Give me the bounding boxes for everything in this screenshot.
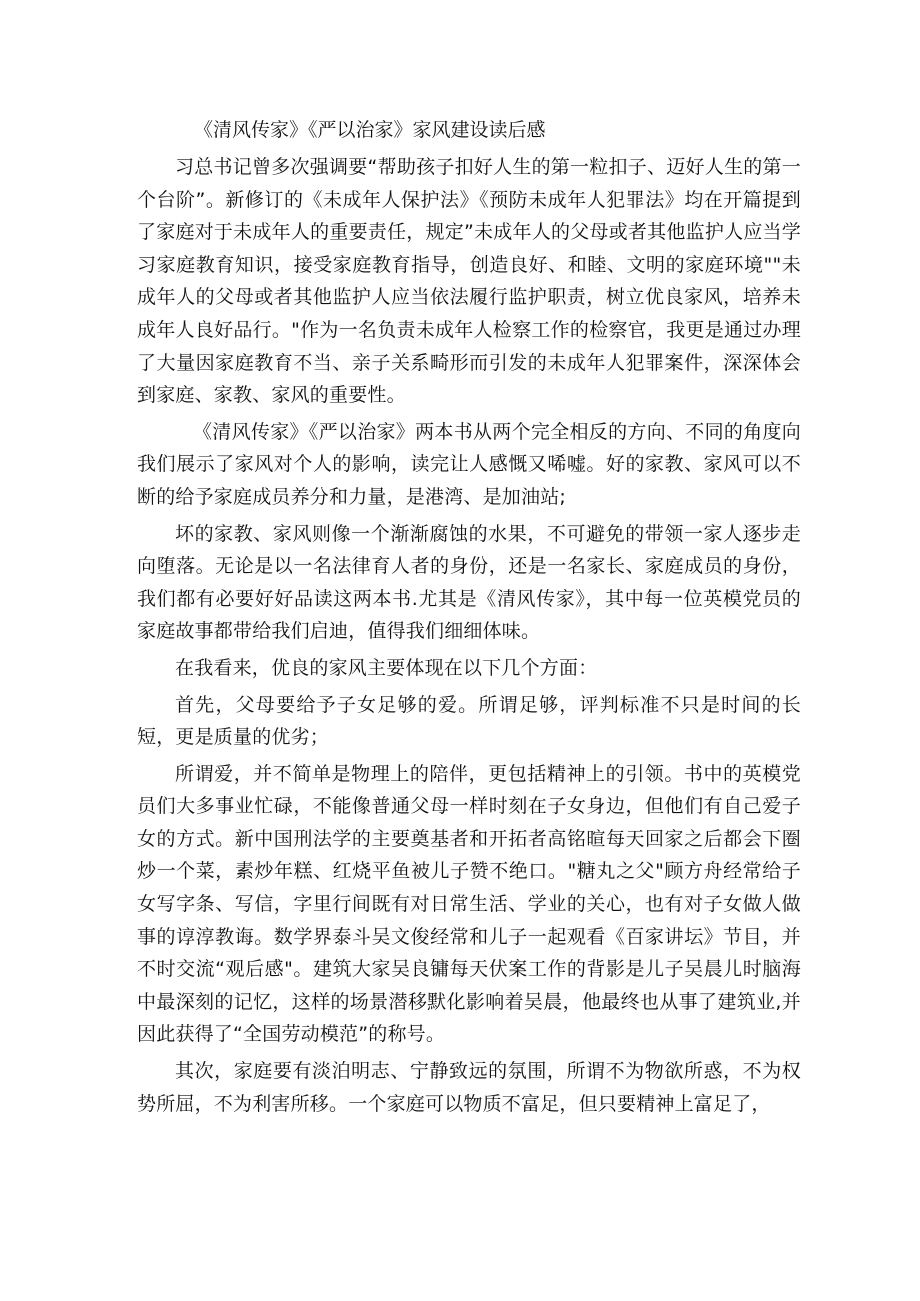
paragraph-first-love: 首先，父母要给予子女足够的爱。所谓足够，评判标准不只是时间的长短，更是质量的优劣； <box>137 693 801 749</box>
paragraph-intro: 习总书记曾多次强调要“帮助孩子扣好人生的第一粒扣子、迈好人生的第一个台阶”。新修订的《未成年人保护法》《预防未成年人犯罪法》均在开篇提到了家庭对于未成年人的重要责任，规定”未成年人的父母或者其他监护人应当学习家庭教育知识，接受家庭教育指导，创造良好、和睦、文明的家庭环境""未成年人的父母或者其他监护人应当依法履行监护职责，树立优良家风，培养未成年人良好品行。"作为一名负责未成年人检察工作的检察官，我更是通过办理了大量因家庭教育不当、亲子关系畸形而引发的未成年人犯罪案件，深深体会到家庭、家教、家风的重要性。 <box>137 156 801 407</box>
paragraph-aspects: 在我看来，优良的家风主要体现在以下几个方面： <box>175 656 598 679</box>
document-title: 《清风传家》《严以治家》家风建设读后感 <box>194 119 546 141</box>
paragraph-examples: 所谓爱，并不简单是物理上的陪伴，更包括精神上的引领。书中的英模党员们大多事业忙碌，不能像普通父母一样时刻在子女身边，但他们有自己爱子女的方式。新中国刑法学的主要奠基者和开拓者高铭暄每天回家之后都会下圈炒一个菜，素炒年糕、红烧平鱼被儿子赞不绝口。"糖丸之父"顾方舟经常给子女写字条、写信，字里行间既有对日常生活、学业的关心，也有对子女做人做事的谆淳教诲。数学界泰斗吴文俊经常和儿子一起观看《百家讲坛》节目，并不时交流“观后感"。建筑大家吴良镛每天伏案工作的背影是儿子吴晨儿时脑海中最深刻的记忆，这样的场景潜移默化影响着吴晨，他最终也从事了建筑业,并因此获得了“全国劳动模范”的称号。 <box>137 762 801 1046</box>
paragraph-second: 其次，家庭要有淡泊明志、宁静致远的氛围，所谓不为物欲所惑，不为权势所屈，不为利害所移。一个家庭可以物质不富足，但只要精神上富足了， <box>137 1060 801 1115</box>
paragraph-bad-family-style: 坏的家教、家风则像一个渐渐腐蚀的水果，不可避免的带领一家人逐步走向堕落。无论是以一名法律育人者的身份，还是一名家长、家庭成员的身份，我们都有必要好好品读这两本书.尤其是《清风传家》，其中每一位英模党员的家庭故事都带给我们启迪，值得我们细细体味。 <box>137 522 801 643</box>
document-page <box>137 116 801 1124</box>
paragraph-two-books: 《清风传家》《严以治家》两本书从两个完全相反的方向、不同的角度向我们展示了家风对个人的影响，读完让人感慨又唏嘘。好的家教、家风可以不断的给予家庭成员养分和力量，是港湾、是加油站; <box>137 420 801 508</box>
